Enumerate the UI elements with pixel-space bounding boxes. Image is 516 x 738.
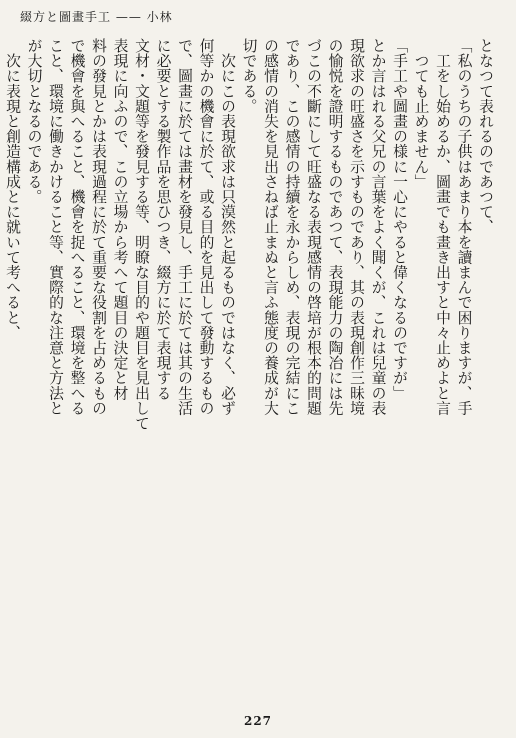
running-header: 綴方と圖畫手工 —— 小林 <box>20 10 173 24</box>
text-column: で機會を與へること、機會を捉へること、環境を整へる <box>68 38 86 416</box>
text-column: つても止めません」 <box>412 38 430 189</box>
text-column: 何等かの機會に於て、或る目的を見出して發動するもの <box>197 38 215 416</box>
text-column: の愉悦を證明するものであつて、表現能力の陶冶には先 <box>326 38 344 416</box>
text-column: 表現に向ふので、この立場から考へて題目の決定と材 <box>111 38 129 401</box>
text-column: 次に表現と創造構成とに就いて考へると、 <box>4 38 21 340</box>
page-number: 227 <box>243 714 273 728</box>
text-column: となつて表れるのであつて、 <box>477 38 494 235</box>
text-column: であり、この感情の持續を永からしめ、表現の完結にこ <box>283 38 301 416</box>
text-column: 文材・文題等を發見する等、明瞭な目的や題目を見出して <box>133 38 150 431</box>
text-column <box>0 38 2 704</box>
body-text <box>4 38 496 704</box>
text-column: の感情の消失を見出さねば止まぬと言ふ態度の養成が大 <box>262 38 279 416</box>
text-column: で、圖畫に於ては畫材を發見し、手工に於ては其の生活 <box>176 38 193 416</box>
text-column: が大切となるのである。 <box>25 38 43 205</box>
text-column: 工をし始めるか、圖畫でも畫き出すと中々止めよと言 <box>434 38 451 416</box>
text-column: とか言はれる父兄の言葉をよく聞くが、これは兒童の表 <box>369 38 387 416</box>
text-column: 料の發見とかは表現過程に於て重要な役割を占めるもの <box>90 38 107 416</box>
text-column: に必要とする製作品を思ひつき、綴方に於て表現する <box>154 38 172 401</box>
text-column: 切である。 <box>240 38 258 114</box>
text-column: 現欲求の旺盛さを示すものであり、其の表現創作三昧境 <box>348 38 365 416</box>
text-column: 「手工や圖畫の様に一心にやると偉くなるのですが」 <box>391 38 408 401</box>
text-column: づこの不斷にして旺盛なる表現感情の啓培が根本的問題 <box>305 38 322 416</box>
text-column: こと、環境に働きかけること等、實際的な注意と方法と <box>47 38 64 416</box>
text-column: 「私のうちの子供はあまり本を讀まんで困りますが、手 <box>455 38 473 416</box>
text-column: 次にこの表現欲求は只漠然と起るものではなく、必ず <box>219 38 236 416</box>
